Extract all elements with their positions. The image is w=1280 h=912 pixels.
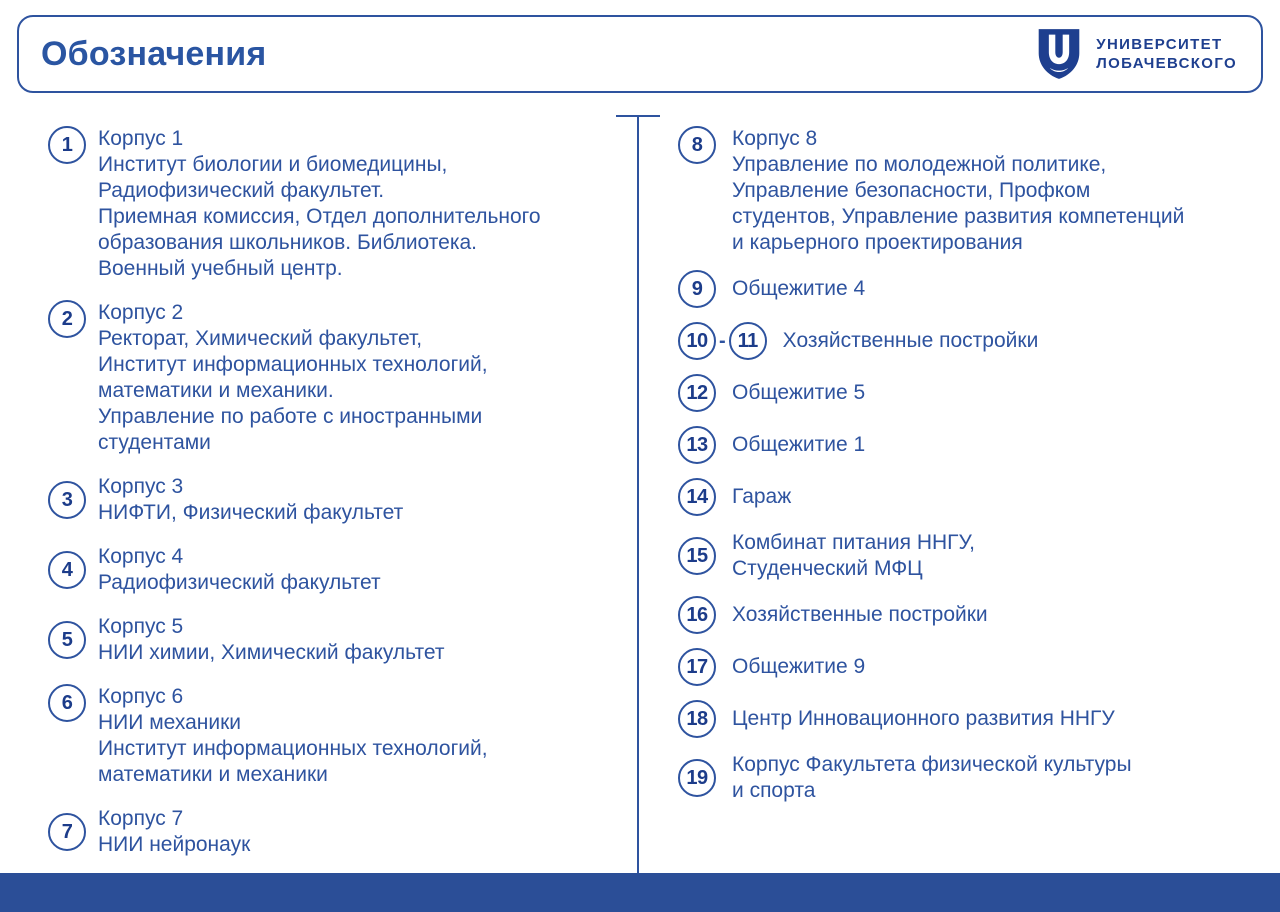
number-badge: 9 <box>678 270 716 308</box>
university-name-line2: ЛОБАЧЕВСКОГО <box>1096 55 1237 72</box>
number-badge-group <box>48 126 86 164</box>
legend-item-line: Приемная комиссия, Отдел дополнительного <box>98 205 541 228</box>
legend-item-line: Корпус Факультета физической культуры <box>732 753 1132 776</box>
legend-item-line: НИИ нейронаук <box>98 833 251 856</box>
legend-item-line: Гараж <box>732 485 792 508</box>
number-badge: 11 <box>729 322 767 360</box>
number-badge-group <box>48 481 86 519</box>
legend-item-line: Общежитие 5 <box>732 381 866 404</box>
legend-item-line: Управление безопасности, Профком <box>732 179 1091 202</box>
number-badge: 15 <box>678 537 716 575</box>
legend-item-line: Корпус 5 <box>98 615 184 638</box>
legend-item-text <box>98 126 541 282</box>
university-name <box>1096 35 1237 74</box>
number-badge-group <box>48 300 86 338</box>
number-badge: 16 <box>678 596 716 634</box>
legend-item <box>678 270 1238 308</box>
legend-item-line: математики и механики. <box>98 379 334 402</box>
legend-item-line: студентами <box>98 431 211 454</box>
number-badge: 13 <box>678 426 716 464</box>
legend-item-line: Центр Инновационного развития ННГУ <box>732 707 1115 730</box>
legend-item-line: Корпус 2 <box>98 301 184 324</box>
number-badge: 4 <box>48 551 86 589</box>
legend-item <box>678 648 1238 686</box>
legend-item-text <box>732 706 1115 732</box>
legend-item <box>48 806 608 858</box>
legend-item <box>678 700 1238 738</box>
header <box>17 15 1263 93</box>
legend-item <box>48 544 608 596</box>
legend-item-line: Ректорат, Химический факультет, <box>98 327 423 350</box>
legend-item-text <box>783 328 1039 354</box>
legend-item <box>48 126 608 282</box>
legend-item-text <box>732 654 865 680</box>
legend-item-text <box>732 432 865 458</box>
legend-item-text <box>732 484 791 510</box>
number-badge-group <box>678 537 716 575</box>
legend-item-text <box>732 602 988 628</box>
legend-item-text <box>98 806 250 858</box>
number-badge-group <box>678 700 716 738</box>
legend-item-line: НИИ химии, Химический факультет <box>98 641 445 664</box>
legend-item-line: Хозяйственные постройки <box>782 329 1039 352</box>
legend-column-left <box>48 126 608 876</box>
legend-item-line: Общежитие 1 <box>732 433 866 456</box>
number-badge-group <box>678 596 716 634</box>
legend-item-line: Корпус 7 <box>98 807 184 830</box>
legend-item <box>678 596 1238 634</box>
legend-item-line: Радиофизический факультет <box>98 571 381 594</box>
university-logo <box>1035 27 1237 81</box>
legend-item-line: образования школьников. Библиотека. <box>98 231 477 254</box>
legend-item-line: Управление по работе с иностранными <box>98 405 483 428</box>
number-badge-group <box>678 126 716 164</box>
number-badge-group <box>48 813 86 851</box>
number-badge: 5 <box>48 621 86 659</box>
legend-item-line: Институт информационных технологий, <box>98 353 488 376</box>
legend-item-line: НИФТИ, Физический факультет <box>98 501 404 524</box>
legend-item-line: Студенческий МФЦ <box>732 557 923 580</box>
number-badge: 14 <box>678 478 716 516</box>
column-divider <box>637 116 639 873</box>
legend-item-text <box>732 126 1184 256</box>
legend-item-line: Корпус 6 <box>98 685 184 708</box>
legend-item <box>678 478 1238 516</box>
legend-item-line: Радиофизический факультет. <box>98 179 385 202</box>
legend-item-text <box>98 684 488 788</box>
number-badge: 17 <box>678 648 716 686</box>
legend-item-text <box>732 380 865 406</box>
legend-item-line: Корпус 8 <box>732 127 818 150</box>
number-badge: 18 <box>678 700 716 738</box>
legend-item <box>48 614 608 666</box>
legend-item-line: Управление по молодежной политике, <box>732 153 1107 176</box>
number-badge: 8 <box>678 126 716 164</box>
number-badge: 19 <box>678 759 716 797</box>
number-badge: 3 <box>48 481 86 519</box>
number-badge: 2 <box>48 300 86 338</box>
legend-item <box>48 474 608 526</box>
legend-item <box>678 426 1238 464</box>
university-name-line1: УНИВЕРСИТЕТ <box>1096 35 1223 53</box>
legend-item-line: НИИ механики <box>98 711 242 734</box>
legend-item <box>678 752 1238 804</box>
legend-item-text <box>98 614 444 666</box>
legend-item-line: Общежитие 9 <box>732 655 866 678</box>
legend-item-text <box>98 474 403 526</box>
legend-item-line: Хозяйственные постройки <box>732 603 988 626</box>
legend-item-line: Корпус 1 <box>98 127 184 150</box>
university-shield-u-icon <box>1035 27 1083 81</box>
legend-item-line: Корпус 3 <box>98 475 184 498</box>
legend-item <box>678 530 1238 582</box>
legend-item-text <box>98 544 381 596</box>
number-badge: 12 <box>678 374 716 412</box>
number-badge: 10 <box>678 322 716 360</box>
legend-item <box>678 322 1238 360</box>
legend-item <box>48 300 608 456</box>
page-title: Обозначения <box>41 34 267 73</box>
legend-item-line: и спорта <box>732 779 816 802</box>
number-badge: 6 <box>48 684 86 722</box>
legend-item-text <box>732 276 865 302</box>
legend-item-line: математики и механики <box>98 763 328 786</box>
legend-item-line: Институт биологии и биомедицины, <box>98 153 448 176</box>
number-badge-group <box>678 648 716 686</box>
number-badge-group <box>678 426 716 464</box>
number-badge-group <box>678 322 767 360</box>
legend-item-line: и карьерного проектирования <box>732 231 1023 254</box>
legend-item-line: Корпус 4 <box>98 545 184 568</box>
legend-item-text <box>98 300 488 456</box>
number-badge: 1 <box>48 126 86 164</box>
legend-item-line: студентов, Управление развития компетенций <box>732 205 1185 228</box>
number-badge-group <box>678 270 716 308</box>
legend-item <box>678 374 1238 412</box>
legend-item <box>48 684 608 788</box>
number-badge-group <box>48 621 86 659</box>
number-badge-group <box>48 684 86 722</box>
legend-item-text <box>732 530 975 582</box>
footer-bar <box>0 873 1280 912</box>
legend-item-line: Комбинат питания ННГУ, <box>732 531 975 554</box>
number-badge-group <box>678 478 716 516</box>
legend-item-line: Военный учебный центр. <box>98 257 343 280</box>
number-badge: 7 <box>48 813 86 851</box>
legend-item-line: Институт информационных технологий, <box>98 737 488 760</box>
number-badge-group <box>678 374 716 412</box>
number-badge-group <box>48 551 86 589</box>
legend-item <box>678 126 1238 256</box>
badge-range-dash: - <box>719 329 726 352</box>
number-badge-group <box>678 759 716 797</box>
legend-item-line: Общежитие 4 <box>732 277 866 300</box>
legend-column-right <box>678 126 1238 818</box>
legend-item-text <box>732 752 1132 804</box>
